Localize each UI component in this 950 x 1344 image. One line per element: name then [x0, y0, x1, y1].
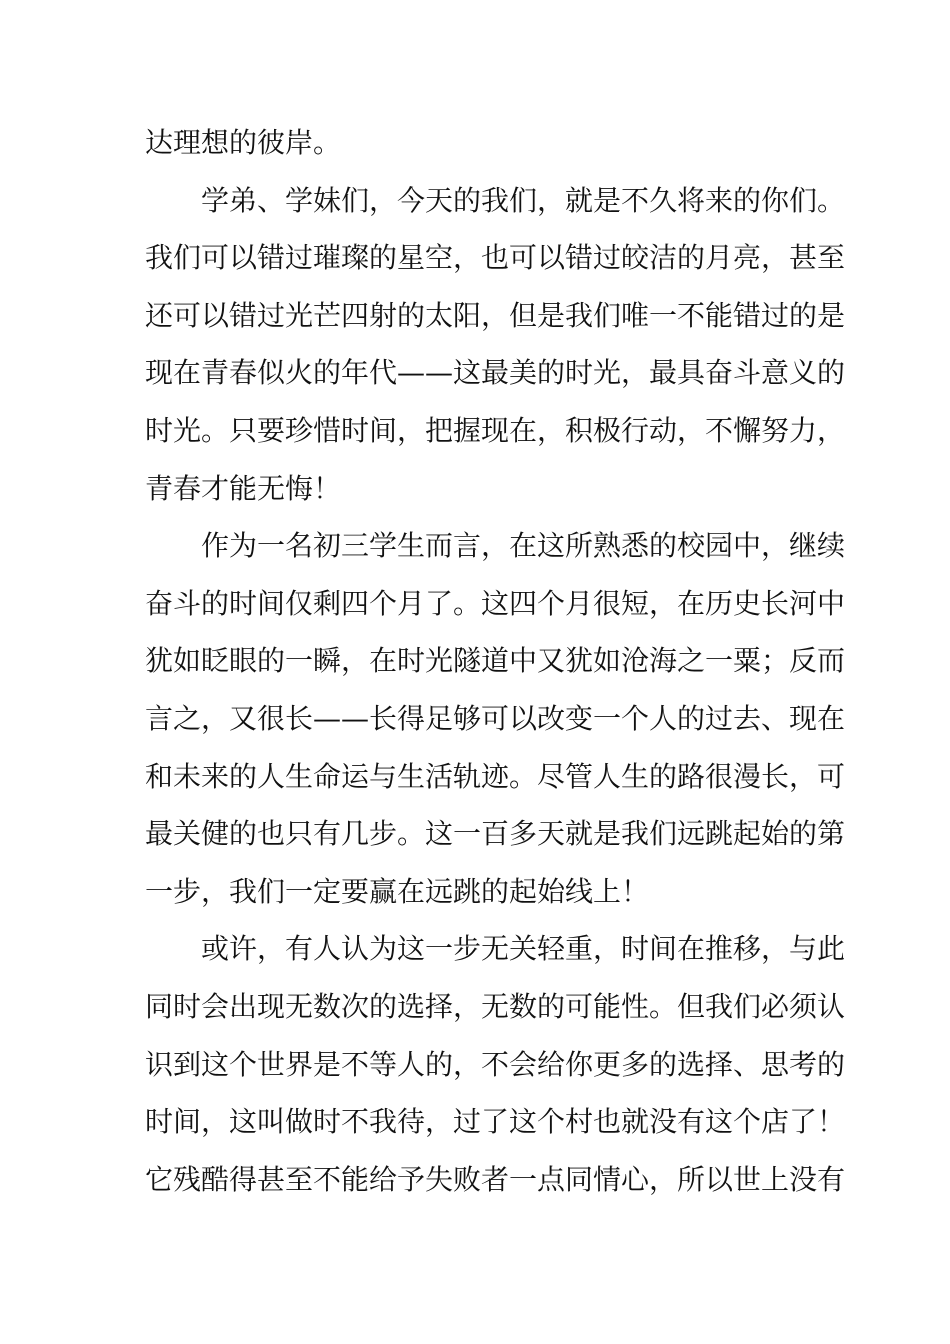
text-line: 我们可以错过璀璨的星空，也可以错过皎洁的月亮，甚至	[145, 241, 846, 275]
text-line: 和未来的人生命运与生活轨迹。尽管人生的路很漫长，可	[145, 759, 846, 793]
text-line: 识到这个世界是不等人的，不会给你更多的选择、思考的	[145, 1047, 846, 1081]
text-line: 现在青春似火的年代——这最美的时光，最具奋斗意义的	[145, 356, 846, 390]
text-line: 同时会出现无数次的选择，无数的可能性。但我们必须认	[145, 989, 846, 1023]
text-line: 达理想的彼岸。	[145, 126, 342, 159]
text-line: 最关健的也只有几步。这一百多天就是我们远跳起始的第	[145, 817, 846, 851]
paragraph-first-line: 作为一名初三学生而言，在这所熟悉的校园中，继续	[201, 529, 846, 563]
paragraph-first-line: 或许，有人认为这一步无关轻重，时间在推移，与此	[201, 932, 846, 966]
text-line: 犹如眨眼的一瞬，在时光隧道中又犹如沧海之一粟；反而	[145, 644, 846, 678]
text-line: 一步，我们一定要赢在远跳的起始线上！	[145, 874, 650, 908]
text-line: 言之，又很长——长得足够可以改变一个人的过去、现在	[145, 701, 846, 735]
paragraph-first-line: 学弟、学妹们，今天的我们，就是不久将来的你们。	[201, 183, 846, 217]
text-line: 青春才能无悔！	[145, 471, 342, 505]
text-line: 它残酷得甚至不能给予失败者一点同情心，所以世上没有	[145, 1162, 846, 1196]
text-line: 奋斗的时间仅剩四个月了。这四个月很短，在历史长河中	[145, 586, 846, 620]
text-line: 时间，这叫做时不我待，过了这个村也就没有这个店了！	[145, 1105, 846, 1139]
text-line: 还可以错过光芒四射的太阳，但是我们唯一不能错过的是	[145, 298, 846, 332]
body-text	[145, 114, 846, 1208]
text-line: 时光。只要珍惜时间，把握现在，积极行动，不懈努力，	[145, 413, 846, 447]
